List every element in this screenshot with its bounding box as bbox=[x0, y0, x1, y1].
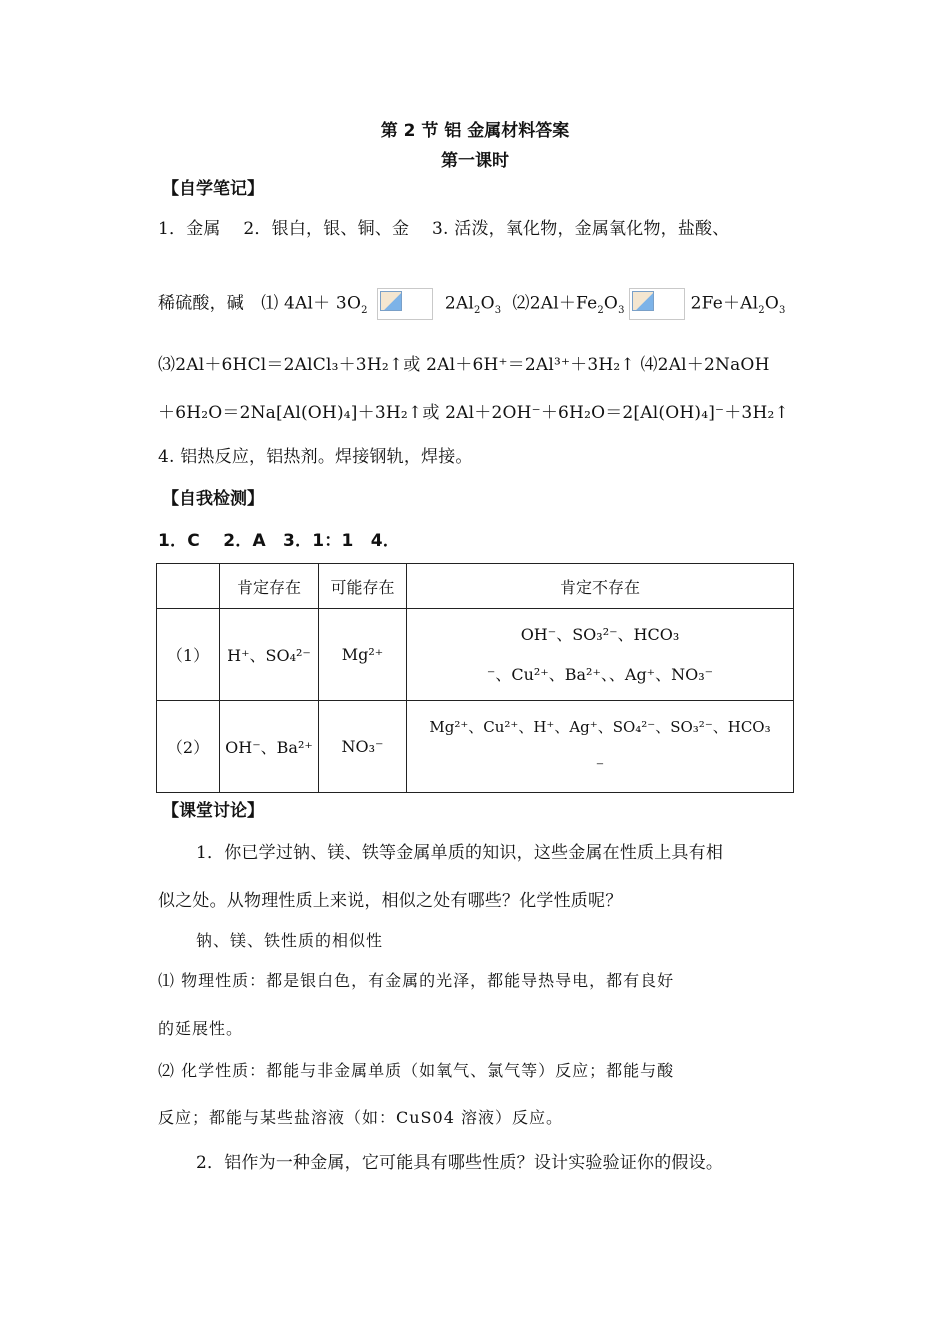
discussion-p2-line-2: 的延展性。 bbox=[158, 1019, 244, 1038]
image-placeholder-icon bbox=[632, 291, 654, 311]
section-class-discussion: 【课堂讨论】 bbox=[162, 801, 264, 821]
self-check-answers: 1．C 2．A 3．1：1 4． bbox=[158, 531, 400, 551]
discussion-p3-line-2: 反应；都能与某些盐溶液（如：CuS04 溶液）反应。 bbox=[158, 1108, 563, 1127]
page-subtitle: 第一课时 bbox=[441, 151, 509, 171]
cell-absent: Mg²⁺、Cu²⁺、H⁺、Ag⁺、SO₄²⁻、SO₃²⁻、HCO₃ ⁻ bbox=[407, 701, 794, 793]
cell-definite: H⁺、SO₄²⁻ bbox=[220, 609, 319, 701]
cell-possible: Mg²⁺ bbox=[319, 609, 407, 701]
cell-definite: OH⁻、Ba²⁺ bbox=[220, 701, 319, 793]
section-self-check: 【自我检测】 bbox=[162, 489, 264, 509]
discussion-q1-line-2: 似之处。从物理性质上来说，相似之处有哪些？化学性质呢？ bbox=[158, 891, 623, 911]
page-title: 第 2 节 铝 金属材料答案 bbox=[380, 121, 570, 141]
notes-line-2: 稀硫酸，碱 ⑴ $4Al+ 3O_2$ $2Al_2O_3$ $⑵2Al+Fe_2O_3$ $2Fe+Al_2O_3$ bbox=[158, 288, 786, 320]
table-header-cell: 肯定不存在 bbox=[407, 564, 794, 609]
reaction-condition-image bbox=[629, 288, 685, 320]
table-header-cell bbox=[157, 564, 220, 609]
row-label: （2） bbox=[157, 701, 220, 793]
discussion-p1: 钠、镁、铁性质的相似性 bbox=[196, 931, 384, 950]
reaction-condition-image bbox=[377, 288, 433, 320]
section-self-study-notes: 【自学笔记】 bbox=[162, 179, 264, 199]
notes-line-3: ⑶2Al＋6HCl＝2AlCl₃＋3H₂↑或 2Al＋6H⁺＝2Al³⁺＋3H₂↑ ⑷2Al＋2NaOH bbox=[158, 355, 770, 375]
table-row bbox=[157, 701, 794, 793]
ion-table bbox=[156, 563, 794, 793]
discussion-q2: 2．铝作为一种金属，它可能具有哪些性质？设计实验验证你的假设。 bbox=[196, 1153, 724, 1173]
discussion-p2-line-1: ⑴ 物理性质：都是银白色，有金属的光泽，都能导热导电，都有良好 bbox=[158, 971, 675, 990]
cell-absent: OH⁻、SO₃²⁻、HCO₃ ⁻、Cu²⁺、Ba²⁺、、Ag⁺、NO₃⁻ bbox=[407, 609, 794, 701]
table-row bbox=[157, 609, 794, 701]
notes-line-1: 1．金属 2．银白，银、铜、金 3. 活泼，氧化物，金属氧化物，盐酸、 bbox=[158, 219, 730, 239]
notes-line-5: 4. 铝热反应，铝热剂。焊接钢轨，焊接。 bbox=[158, 447, 473, 467]
row-label: （1） bbox=[157, 609, 220, 701]
image-placeholder-icon bbox=[380, 291, 402, 311]
notes-line-4: ＋6H₂O＝2Na[Al(OH)₄]＋3H₂↑或 2Al＋2OH⁻＋6H₂O＝2[Al(OH)₄]⁻＋3H₂↑ bbox=[158, 403, 789, 423]
table-header-row bbox=[157, 564, 794, 609]
discussion-q1-line-1: 1．你已学过钠、镁、铁等金属单质的知识，这些金属在性质上具有相 bbox=[196, 843, 724, 863]
cell-possible: NO₃⁻ bbox=[319, 701, 407, 793]
table-header-cell: 可能存在 bbox=[319, 564, 407, 609]
table-header-cell: 肯定存在 bbox=[220, 564, 319, 609]
discussion-p3-line-1: ⑵ 化学性质：都能与非金属单质（如氧气、氯气等）反应；都能与酸 bbox=[158, 1061, 675, 1080]
